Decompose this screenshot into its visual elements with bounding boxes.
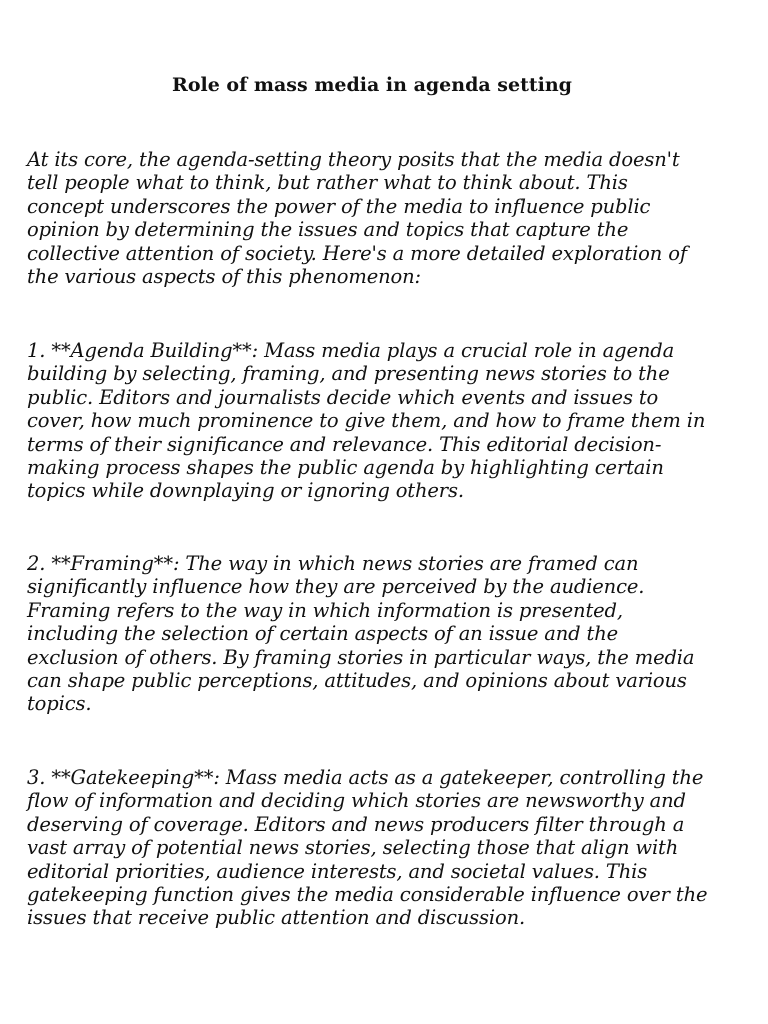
paragraph-line: 1. **Agenda Building**: Mass media plays a crucial role in agenda [27,339,675,362]
paragraph-line: topics while downplaying or ignoring others. [27,479,464,503]
paragraph-line: At its core, the agenda-setting theory posits that the media doesn't [27,148,680,171]
paragraph-line: flow of information and deciding which stories are newsworthy and [27,789,686,813]
paragraph-line: Framing refers to the way in which information is presented, [27,598,623,622]
paragraph-line: 2. **Framing**: The way in which news stories are framed can [27,552,639,575]
paragraph-line: cover, how much prominence to give them, and how to frame them in [27,409,706,433]
agenda-building-paragraph [27,339,747,503]
paragraph-line: building by selecting, framing, and presenting news stories to the [27,362,670,386]
paragraph-line: public. Editors and journalists decide which events and issues to [27,385,659,409]
paragraph-line: issues that receive public attention and discussion. [27,906,526,930]
paragraph-line: tell people what to think, but rather what to think about. This [27,171,628,195]
paragraph-line: terms of their significance and relevance. This editorial decision- [27,432,662,456]
paragraph-line: vast array of potential news stories, selecting those that align with [27,836,679,860]
paragraph-line: exclusion of others. By framing stories in particular ways, the media [27,645,695,669]
intro-paragraph [27,148,747,288]
paragraph-line: the various aspects of this phenomenon: [27,265,421,289]
paragraph-line: editorial priorities, audience interests, and societal values. This [27,859,648,883]
paragraph-line: 3. **Gatekeeping**: Mass media acts as a gatekeeper, controlling the [27,766,704,789]
gatekeeping-paragraph [27,766,747,930]
paragraph-line: collective attention of society. Here's a more detailed exploration of [27,241,687,265]
paragraph-line: making process shapes the public agenda by highlighting certain [27,456,664,480]
paragraph-line: significantly influence how they are perceived by the audience. [27,575,645,599]
paragraph-line: can shape public perceptions, attitudes, and opinions about various [27,669,687,693]
paragraph-line: including the selection of certain aspects of an issue and the [27,622,619,646]
paragraph-line: concept underscores the power of the media to influence public [27,194,651,218]
paragraph-line: deserving of coverage. Editors and news producers filter through a [27,812,685,836]
paragraph-line: topics. [27,692,92,716]
paragraph-line: gatekeeping function gives the media considerable influence over the [27,883,708,907]
framing-paragraph [27,552,747,716]
document-title: Role of mass media in agenda setting [172,74,572,96]
paragraph-line: opinion by determining the issues and topics that capture the [27,218,629,242]
